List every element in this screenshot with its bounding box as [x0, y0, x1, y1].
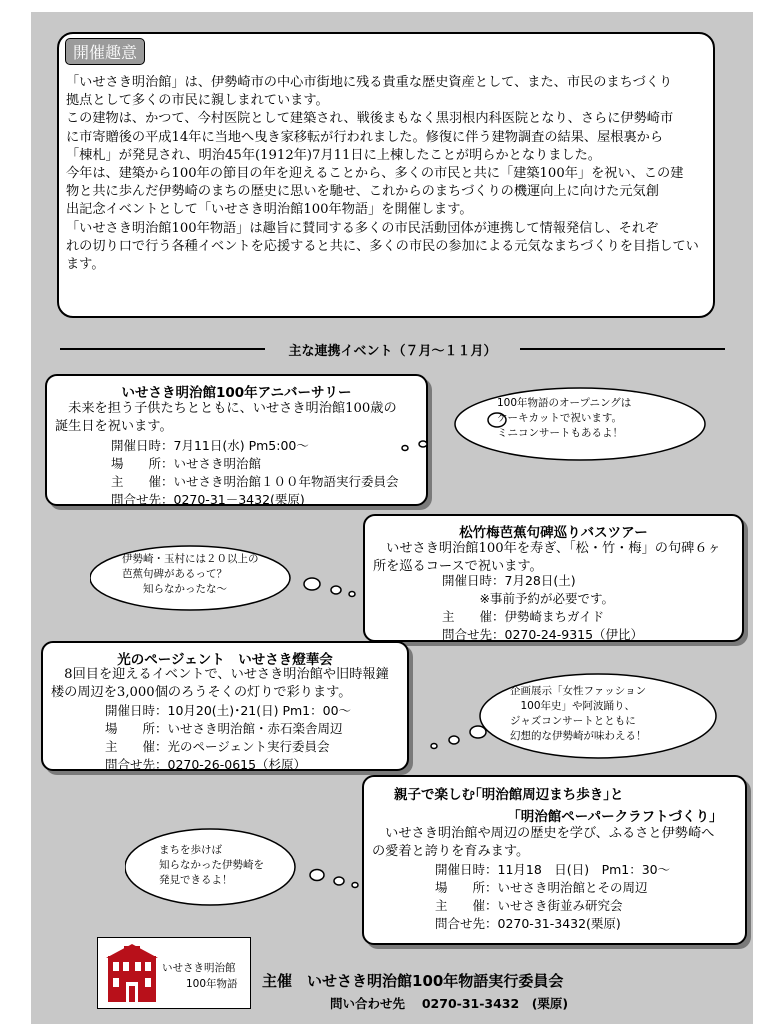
logo-box [97, 937, 251, 1009]
intro-line: 「いせさき明治館100年物語」は趣旨に賛同する多くの市民活動団体が連携して情報発信し、それぞ [66, 220, 659, 236]
intro-tag: 開催趣意 [65, 38, 145, 65]
event-desc-line: いせさき明治館100年を寿ぎ、「松・竹・梅」の句碑６ヶ [373, 541, 721, 556]
event-card-anniversary [45, 374, 428, 506]
event-desc-line: 未来を担う子供たちとともに、いせさき明治館100歳の [55, 401, 397, 416]
event-date: 開催日時：7月28日(土) [442, 573, 576, 588]
event-desc-line: の愛着と誇りを育みます。 [372, 844, 530, 860]
event-title-line1: 親子で楽しむ｢明治館周辺まち歩き｣と [394, 787, 624, 803]
cloud-line: 発見できるよ！ [159, 874, 233, 886]
divider-right [520, 348, 725, 350]
event-organizer: 主 催：光のページェント実行委員会 [105, 739, 330, 754]
divider-left [60, 348, 265, 350]
event-organizer: 主 催：伊勢崎まちガイド [442, 609, 605, 624]
event-place: 場 所：いせさき明治館とその周辺 [435, 880, 648, 895]
intro-line: 「いせさき明治館」は、伊勢崎市の中心市街地に残る貴重な歴史資産として、また、市民のまちづくり [66, 75, 673, 90]
event-desc [373, 540, 743, 576]
event-desc [55, 400, 425, 436]
event-title: いせさき明治館100年アニバーサリー [121, 385, 352, 401]
cloud-line: ジャズコンサートとともに [510, 715, 636, 727]
event-card-town-walk [362, 775, 747, 945]
cloud-line: 伊勢崎・玉村には２０以上の [122, 553, 259, 565]
event-contact: 問合せ先：0270-26-0615（杉原） [105, 757, 307, 772]
section-heading: 主な連携イベント（７月～１１月） [265, 340, 520, 359]
intro-line: 拠点として多くの市民に親しまれています。 [66, 93, 329, 109]
event-desc-line: 楼の周辺を3,000個のろうそくの灯りで彩ります。 [51, 685, 352, 701]
cloud-line: 知らなかったな～ [122, 583, 227, 595]
logo-text-line2: 100年物語 [186, 978, 238, 990]
cloud-text [159, 843, 264, 888]
footer-contact: 問い合わせ先 0270-31-3432 (栗原) [330, 996, 569, 1011]
cloud-line: 100年物語のオープニングは [497, 397, 632, 409]
intro-box [57, 32, 715, 318]
intro-text [66, 74, 711, 274]
event-date: 開催日時：11月18 日(日) Pm1：30～ [435, 862, 671, 877]
cloud-line: 知らなかった伊勢崎を [159, 859, 264, 871]
cloud-text [497, 396, 631, 441]
event-date: 開催日時：7月11日(水) Pm5:00～ [111, 438, 309, 453]
event-details [435, 861, 670, 933]
cloud-text [122, 552, 259, 597]
thought-cloud-discover [125, 825, 365, 915]
cloud-line: 100年史」や阿波踊り、 [510, 700, 636, 712]
intro-line: れの切り口で行う各種イベントを応援すると共に、多くの市民の参加による元気なまちづくりを目指してい [66, 238, 699, 254]
event-place: 場 所：いせさき明治館 [111, 456, 262, 471]
cloud-line: ケーキカットで祝います。 [497, 412, 623, 424]
event-title: 光のページェント いせさき燈華会 [117, 652, 333, 668]
event-date: 開催日時：10月20(土)･21(日) Pm1：00～ [105, 703, 352, 718]
event-organizer: 主 催：いせさき街並み研究会 [435, 898, 623, 913]
event-organizer: 主 催：いせさき明治館１００年物語実行委員会 [111, 474, 399, 489]
event-note: ※事前予約が必要です。 [442, 591, 614, 606]
event-card-candle-festival [41, 641, 409, 771]
event-contact: 問合せ先：0270-31－3432(栗原) [111, 492, 305, 507]
cloud-text [510, 684, 647, 744]
event-card-bus-tour [363, 514, 744, 642]
event-details [105, 702, 351, 774]
event-title: 松竹梅芭蕉句碑巡りバスツアー [459, 525, 648, 541]
event-desc-line: 誕生日を祝います。 [55, 419, 173, 435]
cloud-line: 芭蕉句碑があるって？ [122, 568, 227, 580]
cloud-line: まちを歩けば [159, 844, 222, 856]
logo-text-line1: いせさき明治館 [162, 962, 236, 974]
cloud-line: 幻想的な伊勢崎が味わえる！ [510, 730, 647, 742]
event-desc-line: いせさき明治館や周辺の歴史を学び、ふるさと伊勢崎へ [372, 826, 715, 841]
intro-line: この建物は、かつて、今村医院として建築され、戦後まもなく黒羽根内科医院となり、さらに伊勢崎市 [66, 111, 674, 127]
event-desc-line: 所を巡るコースで祝います。 [373, 559, 543, 575]
event-desc [372, 825, 744, 861]
thought-cloud-opening [385, 382, 710, 472]
thought-cloud-basho [90, 540, 360, 620]
footer-organizer: 主催 いせさき明治館100年物語実行委員会 [262, 972, 564, 990]
event-place: 場 所：いせさき明治館・赤石楽舎周辺 [105, 721, 343, 736]
intro-line: ます。 [66, 257, 105, 273]
event-desc-line: 8回目を迎えるイベントで、いせさき明治館や旧時報鐘 [51, 667, 389, 682]
thought-cloud-exhibit [410, 668, 720, 768]
intro-line: 今年は、建築から100年の節目の年を迎えることから、多くの市民と共に「建築100年」を祝い、この建 [66, 166, 684, 182]
intro-line: 「棟札」が発見され、明治45年(1912年)7月11日に上棟したことが明らかとなりました。 [66, 147, 601, 163]
event-contact: 問合せ先：0270-31-3432(栗原) [435, 916, 621, 931]
cloud-line: ミニコンサートもあるよ！ [497, 427, 623, 439]
event-contact: 問合せ先：0270-24-9315（伊比） [442, 627, 644, 642]
intro-line: 出記念イベントとして「いせさき明治館100年物語」を開催します。 [66, 202, 473, 218]
intro-line: 物と共に歩んだ伊勢崎のまちの歴史に思いを馳せ、これからのまちづくりの機運向上に向けた元気創 [66, 184, 659, 200]
event-title-line2: ｢明治館ペーパークラフトづくり｣ [514, 809, 716, 825]
building-logo-icon [104, 942, 160, 1004]
cloud-line: 企画展示「女性ファッション [510, 685, 647, 697]
event-desc [51, 666, 409, 702]
event-details [442, 572, 643, 644]
event-details [111, 437, 399, 509]
intro-line: に市寄贈後の平成14年に当地へ曳き家移転が行われました。修復に伴う建物調査の結果、屋根裏から [66, 129, 664, 145]
